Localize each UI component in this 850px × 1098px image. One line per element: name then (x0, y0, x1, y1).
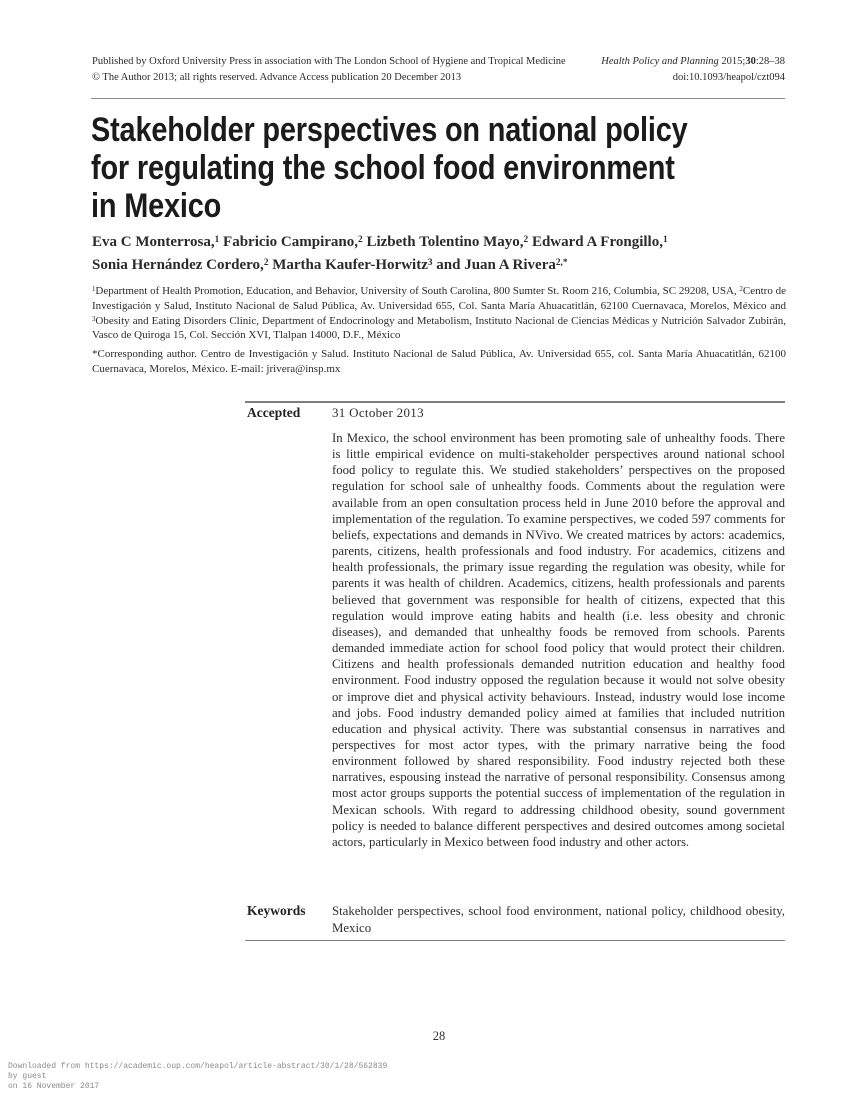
copyright-line: © The Author 2013; all rights reserved. Advance Access publication 20 December 2013 (92, 71, 462, 83)
page-title (91, 111, 793, 225)
doi-text: doi:10.1093/heapol/czt094 (672, 71, 785, 83)
accepted-date: 31 October 2013 (332, 405, 424, 420)
download-stamp (8, 1062, 387, 1092)
publisher-line: Published by Oxford University Press in association with The London School of Hygiene and Tropical Medicine (92, 56, 566, 67)
title-line-3: in Mexico (91, 187, 222, 225)
affiliations: $^1$Department of Health Promotion, Education, and Behavior, University of South Carolina, 800 Sumter St. Room 216, Columbia, SC 29208, USA, $^2$Centro de Investigación y Salud, Instituto Nacional de Salud Pública, Av. Universidad 655, Col. Santa María Ahuacatitlán, 62100 Cuernavaca, Morelos, México and $^3$Obesity and Eating Disorders Clinic, Department of Endocrinology and Metabolism, Instituto Nacional de Ciencias Médicas y Nutrición Salvador Zubirán, Vasco de Quiroga 15, Col. Sección XVI, Tlalpan 14000, D.F., México (92, 285, 786, 342)
journal-citation (525, 54, 785, 85)
download-url-line: Downloaded from https://academic.oup.com/heapol/article-abstract/30/1/28/562839 (8, 1062, 388, 1071)
download-user-line: by guest (8, 1072, 47, 1081)
journal-citation-line (525, 54, 785, 70)
author-affil-mark: 2,* (555, 257, 568, 268)
journal-name: Health Policy and Planning (601, 56, 719, 67)
keywords-label: Keywords (247, 903, 306, 918)
abstract-top-divider (245, 401, 785, 403)
header-divider (91, 98, 785, 99)
title-line-2: for regulating the school food environment (91, 149, 675, 187)
citation-pages: :28–38 (755, 56, 785, 67)
abstract-text: In Mexico, the school environment has been promoting sale of unhealthy foods. There is little empirical evidence on multi-stakeholder perspectives around national school food policy to regulate this. We studied stakeholders’ perspectives on the proposed regulation for school sale of unhealthy foods. Comments about the regulation were available from an open consultation process held in June 2010 before the approval and implementation of the regulation. To examine perspectives, we coded 597 comments for beliefs, expectations and demands in NVivo. We created matrices by actors: academics, parents, citizens, health professionals and food industry. For academics, citizens and health professionals, the primary issue regarding the regulation was obesity, while for parents it was health of children. Academics, citizens, health professionals and parents believed that government was responsible for health of citizens, expected that this regulation would improve eating habits and health (i.e. less obesity and chronic diseases), and demanded that unhealthy foods be removed from schools. Parents demanded immediate action for school food policy that would protect their children. Citizens and health professionals demanded nutrition education and healthy food environment. Food industry opposed the regulation because it would not solve obesity or improve diet and physical activity behaviours. Instead, industry would lose income and jobs. Food industry demanded policy aimed at families that included nutrition education and physical activity. There was substantial consensus in narratives and perspectives for most actor types, with the primary narrative being the food environment followed by shared responsibility. Food industry rejected both these narratives, espousing instead the narrative of personal responsibility. Consensus among most actor groups supports the potential success of implementation of the regulation in Mexican schools. With regard to addressing childhood obesity, sound government policy is needed to balance different perspectives and desired outcomes among societal actors, particularly in Mexico between food industry and other actors. (332, 431, 785, 849)
author-line-1: Eva C Monterrosa,$^1$ Fabricio Campirano,$^2$ Lizbeth Tolentino Mayo,$^2$ Edward A Frongillo,$^1$ (92, 234, 668, 250)
download-date-line: on 16 November 2017 (8, 1082, 100, 1091)
citation-year: 2015; (718, 56, 746, 67)
author-line-2: Sonia Hernández Cordero,$^2$ Martha Kaufer-Horwitz$^3$ and Juan A Rivera$^{2,*}$ (92, 257, 568, 273)
author-affil-mark: 2 (358, 234, 363, 245)
publisher-info (92, 54, 592, 85)
author-affil-mark: 3 (427, 257, 433, 268)
corresponding-author-note: *Corresponding author. Centro de Investigación y Salud. Instituto Nacional de Salud Pública, Av. Universidad 655, col. Santa María Ahuacatitlán, 62100 Cuernavaca, Morelos, México. E-mail: jrivera@insp.mx (92, 348, 786, 375)
keywords-text: Stakeholder perspectives, school food environment, national policy, childhood obesity, Mexico (332, 904, 785, 935)
affil-number: 2 (739, 285, 743, 293)
author-affil-mark: 2 (263, 257, 269, 268)
affil-number: 3 (92, 315, 96, 323)
accepted-label: Accepted (247, 405, 301, 420)
affil-number: 1 (92, 285, 96, 293)
author-affil-mark: 1 (662, 234, 668, 245)
title-line-1: Stakeholder perspectives on national policy (91, 111, 688, 149)
page-number: 28 (432, 1029, 446, 1043)
author-affil-mark: 2 (523, 234, 529, 245)
author-list (92, 231, 792, 277)
author-affil-mark: 1 (214, 234, 220, 245)
citation-volume: 30 (745, 56, 756, 67)
abstract-bottom-divider (245, 940, 785, 941)
